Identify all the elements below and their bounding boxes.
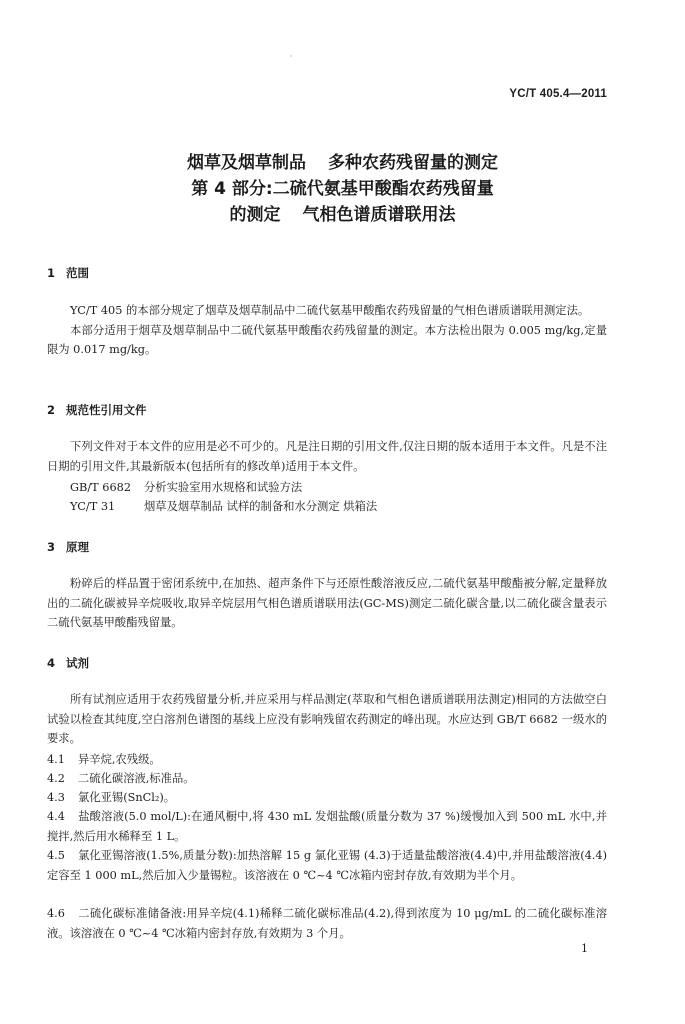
list-item [47, 769, 607, 789]
item-text: 异辛烷,农残级。 [78, 753, 161, 766]
item-number: 4.4 [47, 810, 65, 823]
section-4-heading [47, 655, 89, 671]
reference-title: 分析实验室用水规格和试验方法 [144, 481, 303, 494]
title-line-1-b: 多种农药残留量的测定 [328, 153, 498, 173]
item-number: 4.3 [47, 791, 65, 804]
section-number: 1 [47, 266, 56, 280]
title-line-3-a: 的测定 [229, 205, 281, 225]
section-2-heading [47, 402, 147, 418]
item-text: 二硫化碳溶液,标准品。 [78, 772, 195, 785]
section-2-body [47, 437, 607, 476]
section-number: 4 [47, 656, 56, 670]
section-number: 3 [47, 540, 56, 554]
reference-code: YC/T 31 [70, 500, 116, 513]
title-line-1 [0, 148, 685, 173]
paragraph: 本部分适用于烟草及烟草制品中二硫代氨基甲酸酯农药残留量的测定。本方法检出限为 0.005 mg/kg,定量限为 0.017 mg/kg。 [47, 323, 607, 356]
scan-speck: · [290, 52, 293, 61]
item-text: 盐酸溶液(5.0 mol/L):在通风橱中,将 430 mL 发烟盐酸(质量分数为 37 %)缓慢加入到 500 mL 水中,并搅拌,然后用水稀释至 1 L。 [47, 810, 607, 843]
reference-item [70, 498, 377, 514]
reference-title: 烟草及烟草制品 试样的制备和水分测定 烘箱法 [144, 500, 378, 513]
item-number: 4.1 [47, 753, 65, 766]
title-line-2: 第 4 部分:二硫代氨基甲酸酯农药残留量 [191, 179, 494, 199]
paragraph: 粉碎后的样品置于密闭系统中,在加热、超声条件下与还原性酸溶液反应,二硫代氨基甲酸酯被分解,定量释放出的二硫化碳被异辛烷吸收,取异辛烷层用气相色谱质谱联用法(GC-MS)测定二硫化碳含量,以二硫化碳含量表示二硫代氨基甲酸酯残留量。 [47, 577, 607, 629]
section-3-heading [47, 539, 89, 555]
section-1-heading [47, 265, 89, 281]
item-number: 4.5 [47, 849, 65, 862]
section-title: 试剂 [66, 656, 89, 670]
reference-item [70, 479, 302, 495]
section-4-body [47, 690, 607, 749]
section-title: 规范性引用文件 [66, 403, 147, 417]
page-number: 1 [581, 942, 588, 955]
list-item [47, 750, 607, 770]
section-title: 范围 [66, 266, 89, 280]
reference-code: GB/T 6682 [70, 481, 132, 494]
item-text: 氯化亚锡溶液(1.5%,质量分数):加热溶解 15 g 氯化亚锡 (4.3)于适量盐酸溶液(4.4)中,并用盐酸溶液(4.4)定容至 1 000 mL,然后加入少量锡粒。该溶液在 0 ℃~4 ℃冰箱内密封存放,有效期为半个月。 [47, 849, 607, 882]
item-text: 氯化亚锡(SnCl₂)。 [78, 791, 176, 804]
item-number: 4.2 [47, 772, 65, 785]
list-item [47, 846, 607, 885]
standard-code: YC/T 405.4—2011 [509, 88, 607, 100]
title-line-1-a: 烟草及烟草制品 [187, 153, 306, 173]
paragraph: 所有试剂应适用于农药残留量分析,并应采用与样品测定(萃取和气相色谱质谱联用法测定)相同的方法做空白试验以检查其纯度,空白溶剂色谱图的基线上应没有影响残留农药测定的峰出现。水应达到 GB/T 6682 一级水的要求。 [47, 693, 607, 745]
section-1-body [47, 301, 607, 360]
item-text: 二硫化碳标准储备液:用异辛烷(4.1)稀释二硫化碳标准品(4.2),得到浓度为 10 μg/mL 的二硫化碳标准溶液。该溶液在 0 ℃~4 ℃冰箱内密封存放,有效期为 3 个月。 [47, 907, 607, 940]
list-item [47, 904, 607, 943]
list-item [47, 788, 607, 808]
title-line-3 [0, 200, 685, 225]
section-number: 2 [47, 403, 56, 417]
paragraph: YC/T 405 的本部分规定了烟草及烟草制品中二硫代氨基甲酸酯农药残留量的气相色谱质谱联用测定法。 [70, 304, 590, 317]
list-item [47, 807, 607, 846]
section-title: 原理 [66, 540, 89, 554]
paragraph: 下列文件对于本文件的应用是必不可少的。凡是注日期的引用文件,仅注日期的版本适用于本文件。凡是不注日期的引用文件,其最新版本(包括所有的修改单)适用于本文件。 [47, 440, 607, 473]
section-3-body [47, 574, 607, 633]
item-number: 4.6 [47, 907, 65, 920]
title-line-3-b: 气相色谱质谱联用法 [302, 205, 456, 225]
